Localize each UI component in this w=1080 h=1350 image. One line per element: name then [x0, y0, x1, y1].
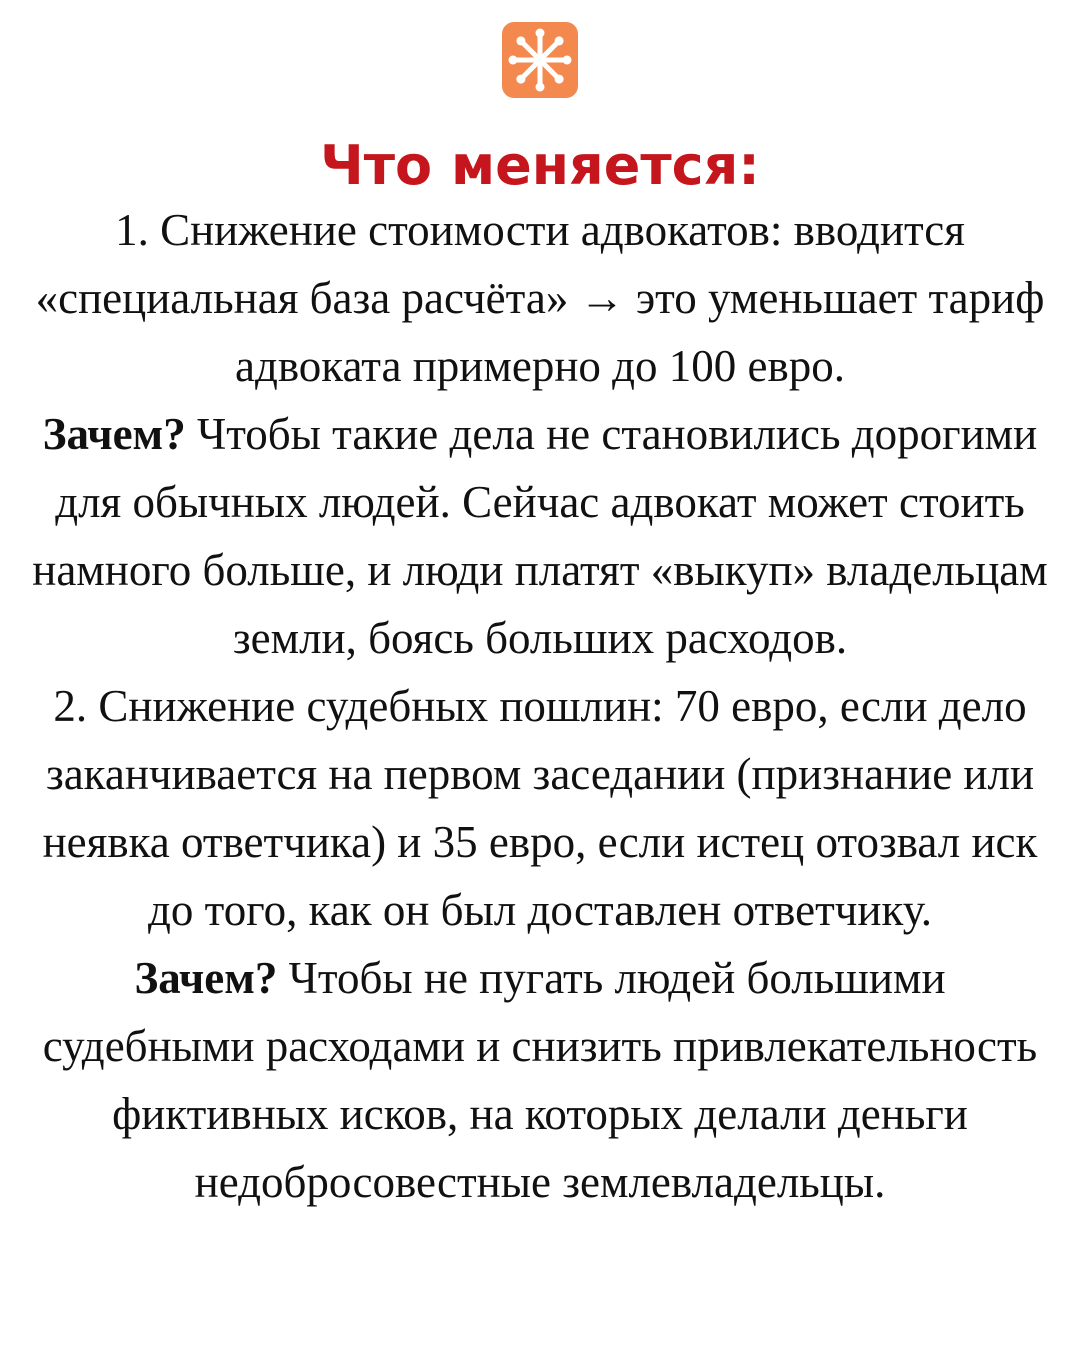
point-1-text: 1. Снижение стоимости адвокатов: вводится «специальная база расчёта» → это уменьшает тариф адвоката примерно до 100 евро.: [35, 205, 1045, 391]
point-2-text: 2. Снижение судебных пошлин: 70 евро, если дело заканчивается на первом заседании (признание или неявка ответчика) и 35 евро, если истец отозвал иск до того, как он был доставлен ответчику.: [42, 681, 1038, 935]
asterisk-icon: [502, 22, 578, 98]
page-title: Что меняется:: [320, 134, 760, 197]
why-text: Чтобы не пугать людей большими судебными расходами и снизить привлекательность фиктивных исков, на которых делали деньги недобросовестные землевладельцы.: [42, 953, 1038, 1207]
asterisk-icon-graphic: [502, 22, 578, 98]
point-2-reason: [30, 944, 1050, 1216]
point-1-reason: [30, 400, 1050, 672]
why-label: Зачем?: [42, 409, 186, 459]
article-body: [30, 196, 1050, 1216]
why-text: Чтобы такие дела не становились дорогими для обычных людей. Сейчас адвокат может стоить намного больше, и люди платят «выкуп» владельцам земли, боясь больших расходов.: [32, 409, 1048, 663]
why-label: Зачем?: [134, 953, 278, 1003]
